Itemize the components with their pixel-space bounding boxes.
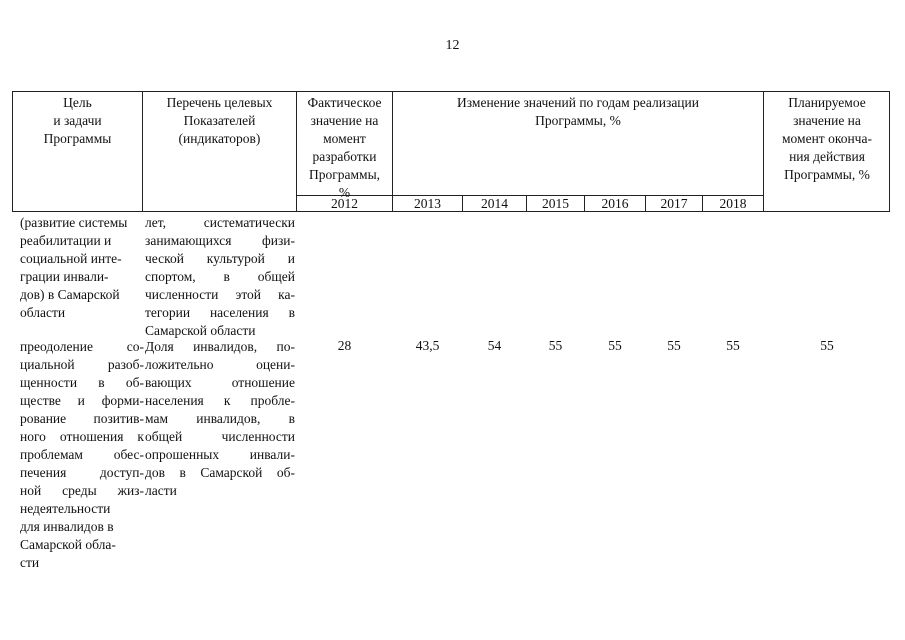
row2-value-2013: 43,5 [415, 338, 440, 353]
page-number: 12 [445, 38, 460, 53]
header-indicators: Перечень целевых Показателей (индикаторов) [166, 95, 273, 146]
header-year: 2017 [660, 196, 688, 211]
header-actual-value: Фактическое значение на момент разработки Программы, % [307, 95, 382, 200]
header-year: 2013 [414, 196, 441, 211]
header-year: 2018 [719, 196, 747, 211]
row1-indicator: лет, систематически занимающихся физи- ческой культурой и спортом, в общей численности этой ка- тегории населения в Самарской области [145, 215, 295, 338]
row2-goal: преодоление со- циальной разоб- щенности в об- ществе и форми- рование позитив- ного отношения к проблемам обес- печения доступ- ной среды жиз- недеятельности для инвалидов в Самарской обла- сти [20, 339, 144, 570]
row2-planned-value: 55 [820, 338, 834, 353]
header-planned-value: Планируемое значение на момент оконча- ния действия Программы, % [782, 95, 872, 182]
row1-goal: (развитие системы реабилитации и социальной инте- грации инвали- дов) в Самарской области [20, 215, 128, 320]
header-year-2012: 2012 [331, 196, 358, 211]
header-year: 2016 [601, 196, 629, 211]
header-goal: Цель и задачи Программы [43, 95, 112, 146]
row2-value-2014: 54 [487, 338, 502, 353]
row2-value-2017: 55 [667, 338, 681, 353]
row2-indicator: Доля инвалидов, по- ложительно оцени- вающих отношение населения к пробле- мам инвалидов, в общей численности опрошенных инвали- дов в Самарской об- ласти [145, 339, 295, 498]
header-change-by-years: Изменение значений по годам реализации Программы, % [457, 95, 699, 128]
header-year: 2014 [481, 196, 508, 211]
row2-value-2018: 55 [726, 338, 740, 353]
row2-actual-value: 28 [337, 338, 352, 353]
header-year: 2015 [542, 196, 569, 211]
row2-value-2015: 55 [548, 338, 563, 353]
row2-value-2016: 55 [608, 338, 622, 353]
